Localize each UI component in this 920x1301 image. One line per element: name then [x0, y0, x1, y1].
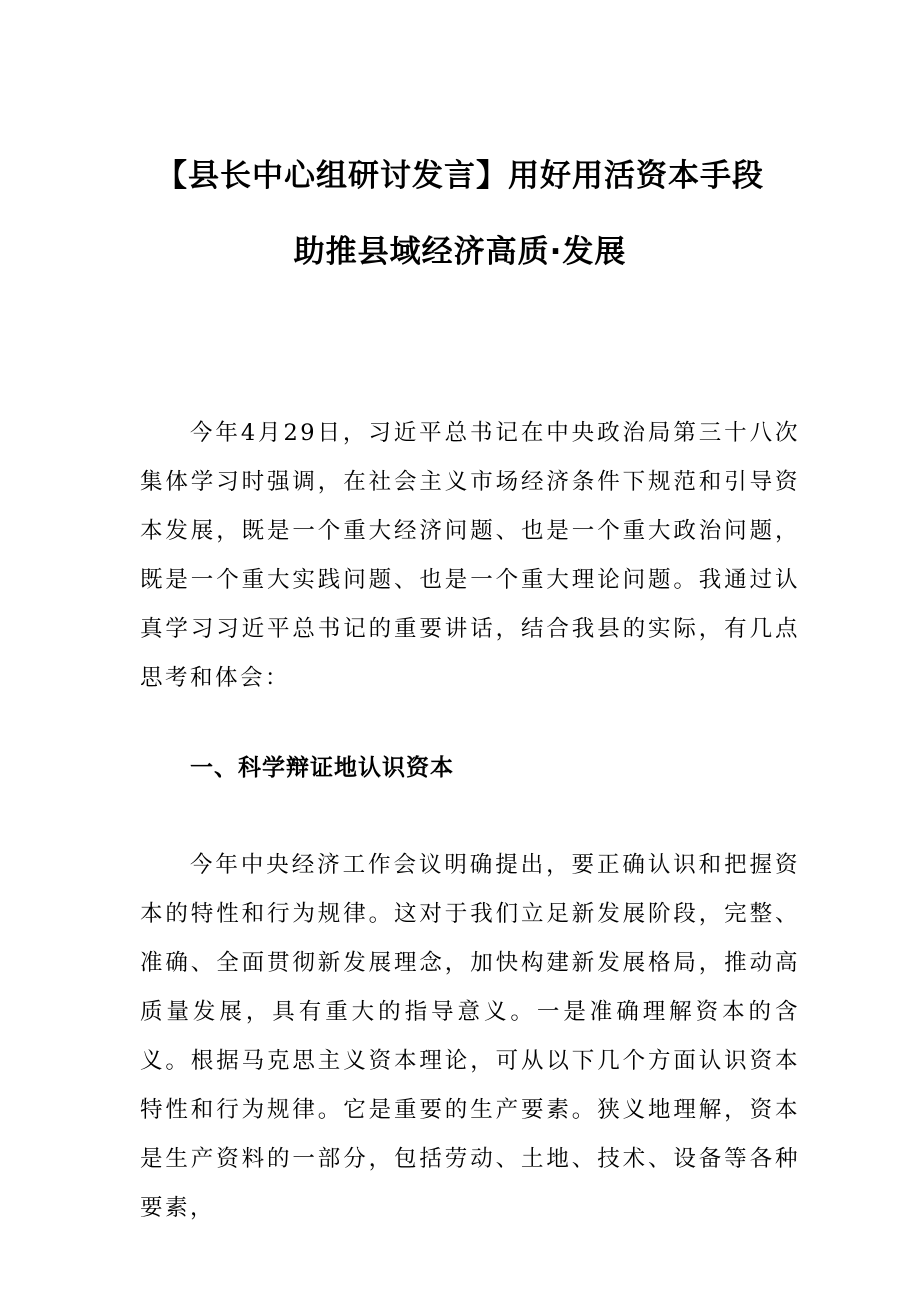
intro-paragraph: 今年4月29日，习近平总书记在中央政治局第三十八次集体学习时强调，在社会主义市场经济条件下规范和引导资本发展，既是一个重大经济问题、也是一个重大政治问题，既是一个重大实践问题、也是一个重大理论问题。我通过认真学习习近平总书记的重要讲话，结合我县的实际，有几点思考和体会：: [140, 420, 800, 691]
section-heading: 一、科学辩证地认识资本: [190, 755, 454, 781]
document-title-line-2: 助推县域经济高质·发展: [293, 234, 627, 270]
document-title-line-1: 【县长中心组研讨发言】用好用活资本手段: [156, 158, 764, 194]
section-paragraph: 今年中央经济工作会议明确提出，要正确认识和把握资本的特性和行为规律。这对于我们立足新发展阶段，完整、准确、全面贯彻新发展理念，加快构建新发展格局，推动高质量发展，具有重大的指导意义。一是准确理解资本的含义。根据马克思主义资本理论，可从以下几个方面认识资本特性和行为规律。它是重要的生产要素。狭义地理解，资本是生产资料的一部分，包括劳动、土地、技术、设备等各种要素，: [140, 852, 800, 1221]
